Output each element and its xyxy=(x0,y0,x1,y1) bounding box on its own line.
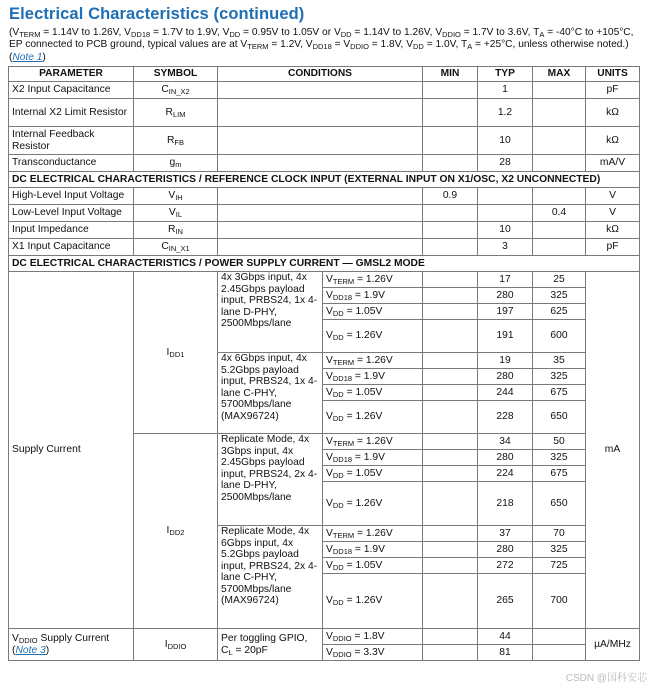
max-cell: 625 xyxy=(533,304,586,320)
typ-cell: 197 xyxy=(478,304,533,320)
note-1-link[interactable]: Note 1 xyxy=(12,51,43,63)
param-cell: X2 Input Capacitance xyxy=(9,82,134,99)
rail-cell: $V_{DD18} = 1.9V$ xyxy=(323,450,423,466)
typ-cell: 17 xyxy=(478,272,533,288)
symbol-cell: $V_{IL}$ xyxy=(134,205,218,222)
rail-cell: $V_{DD18} = 1.9V$ xyxy=(323,542,423,558)
unit-cell: mA/V xyxy=(586,155,640,172)
param-cell: Transconductance xyxy=(9,155,134,172)
table-row xyxy=(9,205,640,222)
max-cell: 325 xyxy=(533,288,586,304)
typ-cell: 1 xyxy=(478,82,533,99)
rail-cell: $V_{DD} = 1.26V$ xyxy=(323,320,423,353)
typ-cell: 10 xyxy=(478,127,533,155)
typ-cell: 1.2 xyxy=(478,99,533,127)
max-cell: 0.4 xyxy=(533,205,586,222)
rail-cell: $V_{TERM} = 1.26V$ xyxy=(323,526,423,542)
conditions-cell: 4x 6Gbps input, 4x 5.2Gbps payload input, PRBS24, 1x 4-lane C-PHY, 5700Mbps/lane (MAX96724) xyxy=(218,353,323,434)
typ-cell: 44 xyxy=(478,629,533,645)
conditions-cell-vddio: Per toggling GPIO, $C_L = 20pF$ xyxy=(218,629,323,661)
symbol-cell: $C_{IN\_X2}$ xyxy=(134,82,218,99)
max-cell xyxy=(533,155,586,172)
min-cell xyxy=(423,155,478,172)
max-cell: 35 xyxy=(533,353,586,369)
rail-cell: $V_{DDIO} = 1.8V$ xyxy=(323,629,423,645)
rail-cell: $V_{DD} = 1.05V$ xyxy=(323,385,423,401)
table-header-row xyxy=(9,67,640,82)
typ-cell: 228 xyxy=(478,401,533,434)
table-row xyxy=(9,629,640,645)
max-cell xyxy=(533,99,586,127)
typ-cell: 280 xyxy=(478,450,533,466)
min-cell xyxy=(423,482,478,526)
unit-cell: kΩ xyxy=(586,99,640,127)
min-cell xyxy=(423,385,478,401)
rail-cell: $V_{DD} = 1.05V$ xyxy=(323,558,423,574)
header-max: MAX xyxy=(533,67,586,82)
table-row xyxy=(9,188,640,205)
table-row xyxy=(9,272,640,288)
min-cell xyxy=(423,272,478,288)
min-cell: 0.9 xyxy=(423,188,478,205)
typ-cell: 81 xyxy=(478,645,533,661)
param-cell: High-Level Input Voltage xyxy=(9,188,134,205)
max-cell xyxy=(533,188,586,205)
rail-cell: $V_{TERM} = 1.26V$ xyxy=(323,434,423,450)
section-header-row xyxy=(9,256,640,272)
header-typ: TYP xyxy=(478,67,533,82)
param-cell-vddio: $V_{DDIO}$ Supply Current (Note 3) xyxy=(9,629,134,661)
rail-cell: $V_{DD18} = 1.9V$ xyxy=(323,288,423,304)
min-cell xyxy=(423,304,478,320)
typ-cell: 224 xyxy=(478,466,533,482)
typ-cell: 37 xyxy=(478,526,533,542)
header-units: UNITS xyxy=(586,67,640,82)
conditions-cell: Replicate Mode, 4x 6Gbps input, 4x 5.2Gbps payload input, PRBS24, 2x 4-lane C-PHY, 5700Mbps/lane (MAX96724) xyxy=(218,526,323,629)
typ-cell: 244 xyxy=(478,385,533,401)
min-cell xyxy=(423,222,478,239)
header-conditions: CONDITIONS xyxy=(218,67,423,82)
min-cell xyxy=(423,450,478,466)
typ-cell: 218 xyxy=(478,482,533,526)
conditions-cell: 4x 3Gbps input, 4x 2.45Gbps payload input, PRBS24, 1x 4-lane D-PHY, 2500Mbps/lane xyxy=(218,272,323,353)
symbol-cell-idd1: $I_{DD1}$ xyxy=(134,272,218,434)
header-parameter: PARAMETER xyxy=(9,67,134,82)
max-cell xyxy=(533,239,586,256)
min-cell xyxy=(423,645,478,661)
conditions-cell xyxy=(218,82,423,99)
rail-cell: $V_{DD} = 1.05V$ xyxy=(323,466,423,482)
max-cell: 650 xyxy=(533,401,586,434)
typ-cell: 3 xyxy=(478,239,533,256)
min-cell xyxy=(423,401,478,434)
unit-cell: kΩ xyxy=(586,222,640,239)
supply-current-body xyxy=(9,272,640,629)
max-cell: 700 xyxy=(533,574,586,629)
min-cell xyxy=(423,353,478,369)
typ-cell xyxy=(478,188,533,205)
max-cell xyxy=(533,629,586,645)
min-cell xyxy=(423,288,478,304)
symbol-cell: $R_{FB}$ xyxy=(134,127,218,155)
typ-cell: 34 xyxy=(478,434,533,450)
watermark: CSDN @国科安芯 xyxy=(565,673,647,684)
min-cell xyxy=(423,466,478,482)
symbol-cell-iddio: $I_{DDIO}$ xyxy=(134,629,218,661)
min-cell xyxy=(423,127,478,155)
unit-cell: V xyxy=(586,188,640,205)
rail-cell: $V_{DD18} = 1.9V$ xyxy=(323,369,423,385)
header-min: MIN xyxy=(423,67,478,82)
max-cell: 325 xyxy=(533,542,586,558)
typ-cell: 10 xyxy=(478,222,533,239)
typ-cell xyxy=(478,205,533,222)
max-cell: 25 xyxy=(533,272,586,288)
table-row xyxy=(9,99,640,127)
min-cell xyxy=(423,629,478,645)
rail-cell: $V_{DD} = 1.26V$ xyxy=(323,401,423,434)
rail-cell: $V_{DD} = 1.05V$ xyxy=(323,304,423,320)
max-cell: 70 xyxy=(533,526,586,542)
max-cell: 600 xyxy=(533,320,586,353)
max-cell xyxy=(533,127,586,155)
unit-cell-supply: mA xyxy=(586,272,640,629)
typ-cell: 265 xyxy=(478,574,533,629)
max-cell: 325 xyxy=(533,369,586,385)
conditions-cell: Replicate Mode, 4x 3Gbps input, 4x 2.45Gbps payload input, PRBS24, 2x 4-lane D-PHY, 2500Mbps/lane xyxy=(218,434,323,526)
max-cell xyxy=(533,82,586,99)
param-cell: X1 Input Capacitance xyxy=(9,239,134,256)
conditions-cell xyxy=(218,205,423,222)
page-title: Electrical Characteristics (continued) xyxy=(9,5,305,23)
param-cell: Internal X2 Limit Resistor xyxy=(9,99,134,127)
unit-cell: kΩ xyxy=(586,127,640,155)
symbol-cell: $g_m$ xyxy=(134,155,218,172)
min-cell xyxy=(423,558,478,574)
unit-cell-vddio: µA/MHz xyxy=(586,629,640,661)
section-header-row xyxy=(9,172,640,188)
max-cell xyxy=(533,222,586,239)
symbol-cell: $R_{LIM}$ xyxy=(134,99,218,127)
conditions-cell xyxy=(218,188,423,205)
max-cell: 50 xyxy=(533,434,586,450)
min-cell xyxy=(423,320,478,353)
conditions-cell xyxy=(218,222,423,239)
symbol-cell: $R_{IN}$ xyxy=(134,222,218,239)
max-cell: 725 xyxy=(533,558,586,574)
electrical-characteristics-table xyxy=(8,66,640,661)
max-cell: 675 xyxy=(533,466,586,482)
max-cell: 650 xyxy=(533,482,586,526)
table-row xyxy=(9,82,640,99)
rail-cell: $V_{DD} = 1.26V$ xyxy=(323,482,423,526)
test-conditions-note: ($V_{TERM} = 1.14V$ to 1.26V, $V_{DD18} = 1.7V$ to 1.9V, $V_{DD} = 0.95V$ to 1.05V or $V_{DD} = 1.14V$ to 1.26V, $V_{DDIO} = 1.7V$ to 3.6V, $T_A = -40^\circ C$ to +105°C, EP connected to PCB ground, typical values are at $V_{TERM} = 1.2V$, $V_{DD18} = V_{DDIO} = 1.8V$, $V_{DD} = 1.0V$, $T_A = +25^\circ C$, unless otherwise noted.) (Note 1) xyxy=(9,27,634,63)
min-cell xyxy=(423,434,478,450)
param-cell-supply-current: Supply Current xyxy=(9,272,134,629)
section-title-supply: DC ELECTRICAL CHARACTERISTICS / POWER SUPPLY CURRENT — GMSL2 MODE xyxy=(9,256,640,272)
min-cell xyxy=(423,82,478,99)
typ-cell: 280 xyxy=(478,288,533,304)
min-cell xyxy=(423,205,478,222)
max-cell: 675 xyxy=(533,385,586,401)
typ-cell: 272 xyxy=(478,558,533,574)
conditions-cell xyxy=(218,127,423,155)
min-cell xyxy=(423,574,478,629)
table-row xyxy=(9,155,640,172)
table-row xyxy=(9,239,640,256)
max-cell xyxy=(533,645,586,661)
conditions-cell xyxy=(218,99,423,127)
typ-cell: 280 xyxy=(478,542,533,558)
rail-cell: $V_{DD} = 1.26V$ xyxy=(323,574,423,629)
symbol-cell: $C_{IN\_X1}$ xyxy=(134,239,218,256)
min-cell xyxy=(423,542,478,558)
param-cell: Input Impedance xyxy=(9,222,134,239)
max-cell: 325 xyxy=(533,450,586,466)
unit-cell: pF xyxy=(586,82,640,99)
param-cell: Low-Level Input Voltage xyxy=(9,205,134,222)
rail-cell: $V_{TERM} = 1.26V$ xyxy=(323,353,423,369)
typ-cell: 19 xyxy=(478,353,533,369)
min-cell xyxy=(423,99,478,127)
symbol-cell: $V_{IH}$ xyxy=(134,188,218,205)
typ-cell: 191 xyxy=(478,320,533,353)
note-3-link[interactable]: Note 3 xyxy=(15,644,46,656)
min-cell xyxy=(423,526,478,542)
min-cell xyxy=(423,369,478,385)
rail-cell: $V_{TERM} = 1.26V$ xyxy=(323,272,423,288)
symbol-cell-idd2: $I_{DD2}$ xyxy=(134,434,218,629)
param-cell: Internal Feedback Resistor xyxy=(9,127,134,155)
unit-cell: pF xyxy=(586,239,640,256)
table-row xyxy=(9,127,640,155)
rail-cell: $V_{DDIO} = 3.3V$ xyxy=(323,645,423,661)
section-title-refclk: DC ELECTRICAL CHARACTERISTICS / REFERENCE CLOCK INPUT (EXTERNAL INPUT ON X1/OSC, X2 UNCONNECTED) xyxy=(9,172,640,188)
table-row xyxy=(9,222,640,239)
conditions-cell xyxy=(218,155,423,172)
vddio-body xyxy=(9,629,640,661)
unit-cell: V xyxy=(586,205,640,222)
header-symbol: SYMBOL xyxy=(134,67,218,82)
min-cell xyxy=(423,239,478,256)
typ-cell: 28 xyxy=(478,155,533,172)
typ-cell: 280 xyxy=(478,369,533,385)
conditions-cell xyxy=(218,239,423,256)
